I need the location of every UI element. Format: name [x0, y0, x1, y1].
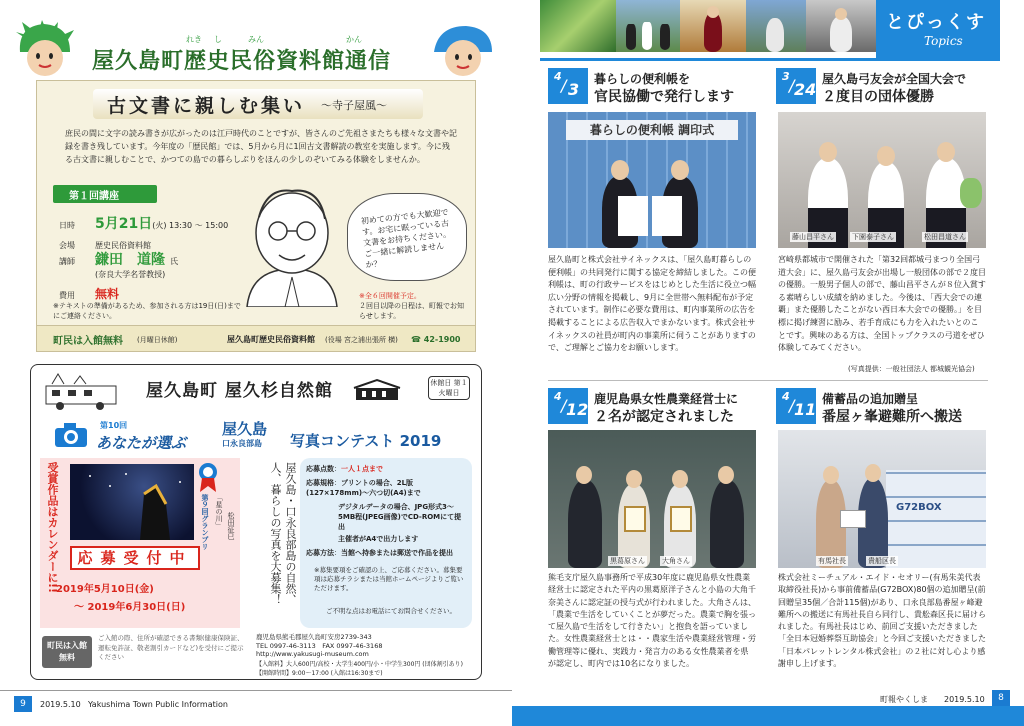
grand-prix-photo — [70, 464, 194, 540]
kobunsho-footer — [37, 325, 475, 351]
ruby-shi: し — [214, 35, 222, 44]
article-3-body: 熊毛支庁屋久島事務所で平成30年度に鹿児島県女性農業経営士に認定された平内の黒葛原洋子さんと小島の大角千奈美さんに認定証の授与式が行われました。大角さんは、「農業で生活をしていくことが夢だった。農業で胸を張って屋久島で生活をして行きたい」と抱負を語っていました。女性農業経営士とは・・農家生活や農業経営管理・労働管理等に優れ、実践力・発言力のある女性農業者を県が認定し、町内では10名になりました。 — [548, 573, 756, 669]
period-end: ～ 2019年6月30日(日) — [74, 602, 186, 613]
box-label: G72BOX — [896, 502, 942, 513]
camera-icon — [54, 422, 88, 448]
topics-title: とぴっくす — [886, 12, 986, 33]
rule-method-label: 応募方法 — [306, 549, 334, 557]
kobunsho-title: 古文書に親しむ集い — [107, 95, 306, 117]
grand-prix-title: 「星の川」 — [215, 494, 223, 529]
date-badge-1-day: 3 — [568, 80, 580, 99]
rules-note: ※募集要項をご確認の上、ご応募ください。募集要項は応募チラシまたは当館ホームページよりご覧いただけます。 — [314, 566, 464, 592]
contest-island: 屋久島 — [222, 420, 268, 438]
call-banner: 応募受付中 — [70, 546, 200, 570]
kobunsho-subtitle: ～寺子屋風～ — [321, 99, 387, 112]
article-2-body: 宮崎県都城市で開催された「第32回都城弓まつり全国弓道大会」に、屋久島弓友会が出場し一般団体の部で２度目の優勝。一般男子個人の部で、藤山昌平さんが８位入賞する素晴らしい成績を納めました。今後は、「西大会での連覇」また優勝したことがない西日本大会での優勝。」を目標に掲げ練習に励み、若手育成にも力を入れたいとのことです。興味のある方は、全国トップクラスの弓道をぜひ体験してみてください。 — [778, 255, 986, 353]
rule-count: 応募点数：一人１点まで — [306, 465, 383, 473]
grand-prix-label: 第９回グランプリ — [201, 494, 209, 550]
date-badge-2-month: 3 — [782, 70, 790, 83]
sub-note-1: ※全６回開催予定。 — [359, 292, 421, 300]
article-4-photo — [778, 430, 986, 568]
article-3-caption-2: 大角さん — [662, 557, 690, 565]
kobunsho-box — [36, 80, 476, 352]
kobunsho-note: ※テキストの準備があるため、参加される方は19日(日)までにご連絡ください。 — [53, 302, 241, 320]
date-badge-3-day: 12 — [566, 400, 589, 419]
article-2-caption-3: 松田昌道さん — [924, 233, 966, 241]
date-badge-1-month: 4 — [554, 70, 562, 83]
topics-subtitle: Topics — [924, 34, 963, 48]
right-footer-band — [512, 706, 1024, 726]
award-rosette-icon — [196, 462, 220, 492]
rule-print: 主催者がA4で出力します — [338, 535, 419, 543]
row-date-extra: (火) 13:30 ～ 15:00 — [152, 221, 229, 230]
left-page-number: 9 — [14, 696, 32, 712]
article-4-title-2: 番屋ヶ峯避難所へ搬送 — [822, 409, 962, 425]
contest-number: 第10回 — [100, 421, 128, 430]
rule-digital: デジタルデータの場合、JPG形式3～5MB程(JPEG画像)でCD-ROMにて提出 — [338, 503, 462, 531]
date-badge-2-day: 24 — [794, 80, 817, 99]
article-2-photo — [778, 112, 986, 248]
sub-note-2: ２回目以降の日程は、町報でお知らせします。 — [359, 302, 464, 320]
footer-museum: 屋久島町歴史民俗資料館 — [227, 335, 315, 344]
left-footer-date: 2019.5.10 — [40, 700, 81, 709]
contest-area: 口永良部島 — [222, 439, 262, 448]
article-2-title-1: 屋久島弓友会が全国大会で — [822, 72, 967, 86]
museum-building-icon — [352, 378, 402, 402]
footer-museum-small: (役場 宮之浦出張所 横) — [325, 336, 398, 344]
row-venue-value: 歴史民俗資料館 — [95, 241, 151, 250]
header-title — [92, 34, 412, 74]
rule-format-label: 応募規格 — [306, 479, 334, 487]
right-page — [512, 0, 1024, 726]
row-venue-label: 会場 — [59, 241, 75, 250]
article-1-body: 屋久島町と株式会社サイネックスは、「屋久島町暮らしの便利帳」の共同発行に関する協定を締結しました。この便利帳は、町の行政サービスをはじめとした生活に役立つ幅広い分野の情報を掲載し、9月に全世帯へ無料配布が予定されています。制作に必要な費用は、町内事業所の広告を掲載することによる広告収入でまかないます。株式会社サイネックスの社員が町内の事業所に伺うことがありますので、ご理解とご協力をお願いします。 — [548, 255, 756, 353]
museum-address: 鹿児島県熊毛郡屋久島町安房2739-343 — [256, 633, 372, 641]
contest-title: 写真コンテスト 2019 — [290, 432, 442, 450]
row-lecturer-title: (奈良大学名誉教授) — [95, 270, 166, 279]
footer-tel: ☎ 42-1900 — [411, 335, 461, 344]
contest-main: あなたが選ぶ — [96, 434, 187, 452]
free-entry-badge: 町民は入館無料 — [42, 636, 92, 668]
kobunsho-intro: 庶民の間に文字の読み書きが広がったのは江戸時代のことですが、皆さんのご先祖さまたちも様々な文書や記録を書き残しています。今年度の「歴民館」では、5月から月に1回古文書解読の教室を実施します。今に残る古文書に親しむことで、かつての島での暮らしぶりをほんの少しのぞいてみる体験をしませんか。 — [65, 129, 457, 164]
row-lecturer-value: 鎌田 道隆 — [95, 252, 165, 268]
topics-box — [876, 0, 1000, 58]
article-1-title-2: 官民協働で発行します — [594, 89, 734, 105]
topics-header-rule — [540, 58, 1000, 61]
left-footer-rule — [0, 690, 512, 691]
row-fee-value: 無料 — [95, 287, 120, 301]
green-leaf-mascot — [14, 18, 76, 78]
museum-fee: 【入館料】大人600円/高校・大学生400円/小・中学生300円 (団体割引あり) — [256, 661, 463, 668]
row-date-label: 日時 — [59, 221, 75, 230]
header-photo-trees — [746, 0, 806, 52]
article-3-caption-1: 黒葛原さん — [610, 557, 645, 565]
header-photo-girl — [806, 0, 876, 52]
grand-prix-author: 松田征巳 — [227, 512, 235, 540]
session-label: 第１回講座 — [53, 185, 157, 203]
article-2-title-2: ２度目の団体優勝 — [822, 89, 934, 105]
yakusugi-title: 屋久島町 屋久杉自然館 — [146, 381, 333, 401]
footer-free-small: (月曜日休館) — [137, 336, 178, 344]
museum-tel: TEL 0997-46-3113 FAX 0997-46-3168 — [256, 642, 383, 650]
article-1-photo — [548, 112, 756, 248]
row-fee-label: 費用 — [59, 291, 75, 300]
rule-count-label: 応募点数 — [306, 465, 334, 473]
period-start: 2019年5月10日(金) — [56, 584, 154, 595]
date-badge-3-month: 4 — [554, 390, 562, 403]
speech-bubble-text: 初めての方でも大歓迎です。お宅に眠っている古文書をお持ちください。ご一緒に解読しませんか？ — [360, 207, 452, 270]
free-entry-note: ご入館の際、住所が確認できる書類(健康保険証、運転免許証、敬老割引カードなど)を受付にご提示ください — [98, 634, 244, 661]
right-page-number: 8 — [992, 690, 1010, 706]
left-footer-publication: Yakushima Town Public Information — [88, 700, 228, 709]
museum-url[interactable]: http://www.yakusugi-museum.com — [256, 650, 369, 658]
article-2-caption-1: 藤山昌平さん — [792, 233, 834, 241]
article-2-caption-2: 下園泰子さん — [852, 233, 894, 241]
vertical-calendar-note: 受賞作品はカレンダーに!! — [46, 462, 59, 594]
train-doodle — [40, 372, 130, 412]
museum-hours: 【開館時間】9:00～17:00 (入館は16:30まで) — [256, 670, 383, 677]
rule-count-value: 一人１点まで — [341, 465, 383, 473]
article-4-title-1: 備蓄品の追加贈呈 — [822, 392, 919, 406]
ruby-min: みん — [248, 35, 264, 44]
date-badge-2: 3 / 24 — [776, 68, 816, 104]
rule-format-value: プリントの場合、2L版(127×178mm)～六つ切(A4)まで — [306, 479, 421, 497]
rule-method-value: 当館へ持参または郵送で作品を提出 — [341, 549, 453, 557]
header-title-text: 屋久島町歴史民俗資料館通信 — [92, 49, 392, 74]
row-lecturer-label: 講師 — [59, 257, 75, 266]
article-4-caption-1: 有馬社長 — [818, 557, 846, 565]
rule-format: 応募規格：プリントの場合、2L版(127×178mm)～六つ切(A4)まで — [306, 479, 421, 497]
article-1-title-1: 暮らしの便利帳を — [594, 72, 691, 86]
article-3-photo — [548, 430, 756, 568]
rule-method: 応募方法：当館へ持参または郵送で作品を提出 — [306, 549, 453, 557]
date-badge-4-month: 4 — [782, 390, 790, 403]
rules-contact: ご不明な点はお電話にてお問合せください。 — [326, 607, 456, 615]
article-3-title-2: ２名が認定されました — [594, 409, 734, 425]
right-footer-publication: 町報やくしま — [880, 695, 928, 704]
footer-free-label: 町民は入館無料 — [53, 336, 123, 347]
lecturer-portrait — [237, 177, 347, 307]
ruby-kan: かん — [346, 35, 362, 44]
date-badge-1: 4 / 3 — [548, 68, 588, 104]
mid-divider — [548, 380, 988, 381]
article-3-title-1: 鹿児島県女性農業経営士に — [594, 392, 739, 406]
article-1-banner: 暮らしの便利帳 調印式 — [566, 120, 738, 140]
closed-day: 休館日 第１火曜日 — [428, 376, 470, 400]
article-4-caption-2: 貴船区長 — [868, 557, 896, 565]
article-4-body: 株式会社ミーチュアル・エイド・セオリー(有馬朱美代表取締役社長)から事前備蓄品(G72BOX)80個の追加贈呈(前回贈呈35個／合計115個)があり、口永良部島番屋ヶ峰避難所への搬送に有馬社長自ら同行し、貴舩森区長に届けられました。有馬社長はじめ、前回ご支援いただきました「全日本冠婚葬祭互助協会」と今回ご支援いただきました「日本パレットレンタル株式会社」の２社に対し心より感謝申し上げます。 — [778, 573, 986, 669]
article-2-credit: (写真提供：一般社団法人 都城観光協会) — [848, 365, 975, 373]
ruby-reki: れき — [186, 35, 202, 44]
vertical-copy: 屋久島・口永良部島の自然、人、暮らしの写真を大募集！ — [269, 462, 297, 605]
right-footer-date: 2019.5.10 — [944, 695, 985, 704]
header-photo-ceremony — [680, 0, 746, 52]
row-date-value: 5月21日 — [95, 216, 153, 232]
date-badge-4-day: 11 — [794, 400, 817, 419]
row-lecturer-extra: 氏 — [170, 257, 179, 266]
date-badge-4: 4 / 11 — [776, 388, 816, 424]
date-badge-3: 4 / 12 — [548, 388, 588, 424]
header-photo-students — [616, 0, 680, 52]
header-photo-plants — [540, 0, 616, 52]
blue-cap-mascot — [428, 22, 498, 80]
